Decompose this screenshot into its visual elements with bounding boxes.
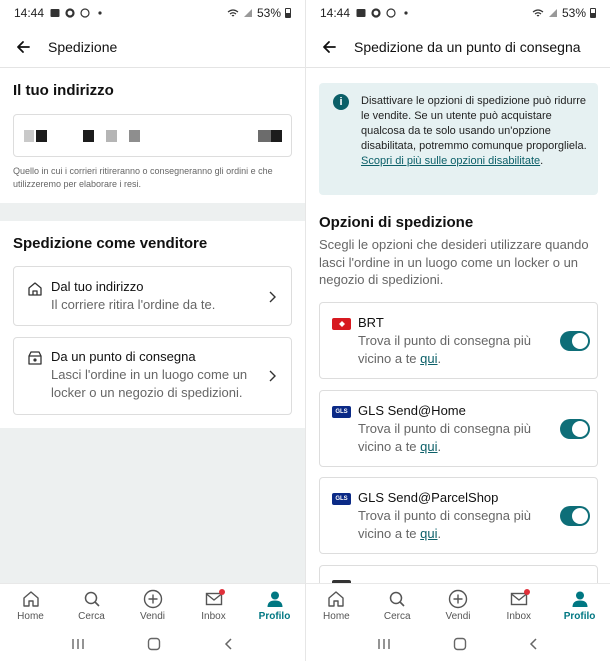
carrier-desc-block bbox=[358, 420, 558, 456]
status-time: 14:44 bbox=[14, 6, 45, 20]
battery-percent: 53% bbox=[561, 6, 586, 20]
page-title: Spedizione bbox=[48, 38, 118, 55]
dot-icon bbox=[401, 8, 411, 18]
nav-search[interactable] bbox=[61, 584, 122, 627]
carrier-toggle[interactable] bbox=[560, 331, 590, 351]
home-button-icon[interactable] bbox=[452, 636, 468, 652]
carrier-name: GLS Send@ParcelShop bbox=[358, 490, 499, 505]
carrier-desc-end: . bbox=[437, 526, 442, 541]
nav-label: Home bbox=[323, 611, 350, 622]
nav-label: Vendi bbox=[139, 611, 166, 622]
nav-label: Home bbox=[17, 611, 44, 622]
plus-circle-icon bbox=[448, 589, 468, 609]
seller-section-title: Spedizione come venditore bbox=[13, 235, 208, 252]
carrier-name: BRT bbox=[358, 315, 384, 330]
home-icon bbox=[27, 281, 43, 297]
whatsapp-icon bbox=[386, 8, 396, 18]
signal-icon bbox=[243, 8, 253, 18]
brt-logo-icon bbox=[332, 318, 351, 330]
redacted-block bbox=[271, 130, 282, 142]
info-icon: i bbox=[333, 94, 349, 110]
bottom-nav bbox=[306, 583, 610, 627]
notification-icons bbox=[356, 8, 411, 18]
carrier-desc: Trova il punto di consegna più vicino a te bbox=[358, 333, 531, 366]
gallery-icon bbox=[356, 8, 366, 18]
nav-inbox[interactable] bbox=[183, 584, 244, 627]
arrow-left-icon bbox=[15, 39, 31, 55]
carrier-desc: Trova il punto di consegna più vicino a te bbox=[358, 508, 531, 541]
address-hint: Quello in cui i corrieri ritireranno o consegneranno gli ordini e che utilizzeremo per elaborare i resi. bbox=[13, 166, 273, 189]
carrier-link[interactable]: qui bbox=[420, 526, 438, 541]
carrier-desc: Trova il punto di consegna più vicino a te bbox=[358, 421, 531, 454]
redacted-block bbox=[258, 130, 271, 142]
nav-sell[interactable] bbox=[428, 584, 489, 627]
gear-icon bbox=[65, 8, 75, 18]
carrier-link[interactable]: qui bbox=[420, 439, 438, 454]
address-field[interactable] bbox=[13, 114, 292, 157]
recents-icon[interactable] bbox=[70, 637, 86, 651]
screen-pickup-shipping bbox=[305, 0, 610, 661]
carrier-desc-end: . bbox=[437, 439, 442, 454]
info-text-block bbox=[361, 94, 587, 169]
option-subtitle: Lasci l'ordine in un luogo come un locker o un negozio di spedizioni. bbox=[51, 367, 248, 400]
nav-label: Cerca bbox=[383, 611, 411, 622]
bottom-nav bbox=[0, 583, 305, 627]
home-button-icon[interactable] bbox=[146, 636, 162, 652]
back-nav-icon[interactable] bbox=[223, 637, 235, 651]
nav-home[interactable] bbox=[306, 584, 367, 627]
system-nav bbox=[306, 627, 610, 661]
chevron-right-icon bbox=[267, 290, 277, 304]
toggle-knob bbox=[572, 508, 588, 524]
arrow-left-icon bbox=[321, 39, 337, 55]
carrier-toggle[interactable] bbox=[560, 506, 590, 526]
nav-label: Inbox bbox=[201, 611, 226, 622]
info-banner bbox=[319, 83, 598, 195]
chevron-right-icon bbox=[267, 369, 277, 383]
nav-label: Profilo bbox=[563, 611, 596, 622]
battery-percent: 53% bbox=[256, 6, 281, 20]
wifi-icon bbox=[227, 8, 239, 18]
status-bar bbox=[0, 0, 305, 26]
redacted-block bbox=[129, 130, 140, 142]
dot-icon bbox=[95, 8, 105, 18]
gear-icon bbox=[371, 8, 381, 18]
carrier-card-gls-parcelshop bbox=[319, 477, 598, 554]
page-title: Spedizione da un punto di consegna bbox=[354, 38, 581, 55]
carrier-card-gls-home bbox=[319, 390, 598, 467]
toggle-knob bbox=[572, 333, 588, 349]
option-from-address[interactable] bbox=[13, 266, 292, 326]
info-end: . bbox=[540, 155, 544, 167]
store-pin-icon bbox=[27, 350, 43, 366]
home-icon bbox=[327, 590, 345, 608]
back-button[interactable] bbox=[314, 32, 344, 62]
redacted-block bbox=[83, 130, 94, 142]
carrier-desc-block bbox=[358, 332, 558, 368]
nav-profile[interactable] bbox=[244, 584, 305, 627]
search-icon bbox=[388, 590, 406, 608]
address-section-title: Il tuo indirizzo bbox=[13, 82, 114, 99]
signal-icon bbox=[548, 8, 558, 18]
redacted-block bbox=[36, 130, 47, 142]
carrier-toggle[interactable] bbox=[560, 419, 590, 439]
nav-label: Profilo bbox=[258, 611, 291, 622]
empty-area bbox=[0, 428, 305, 583]
search-icon bbox=[83, 590, 101, 608]
nav-label: Vendi bbox=[445, 611, 471, 622]
nav-search[interactable] bbox=[367, 584, 428, 627]
gls-logo-icon: GLS bbox=[332, 493, 351, 505]
carrier-desc-end: . bbox=[437, 351, 442, 366]
person-icon bbox=[266, 590, 284, 608]
option-subtitle: Il corriere ritira l'ordine da te. bbox=[51, 297, 216, 312]
battery-icon bbox=[285, 8, 291, 18]
carrier-card-brt bbox=[319, 302, 598, 379]
status-time: 14:44 bbox=[320, 6, 351, 20]
carrier-link[interactable]: qui bbox=[420, 351, 438, 366]
redacted-block bbox=[24, 130, 34, 142]
home-icon bbox=[22, 590, 40, 608]
carrier-name: GLS Send@Home bbox=[358, 403, 466, 418]
option-title: Da un punto di consegna bbox=[51, 349, 196, 364]
learn-more-link[interactable]: Scopri di più sulle opzioni disabilitate bbox=[361, 155, 541, 167]
nav-label: Cerca bbox=[78, 611, 105, 622]
recents-icon[interactable] bbox=[376, 637, 392, 651]
whatsapp-icon bbox=[80, 8, 90, 18]
gls-logo-icon: GLS bbox=[332, 406, 351, 418]
info-text: Disattivare le opzioni di spedizione può ridurre le vendite. Se un utente può acquistare qualcosa da te solo usando un'opzione disabilitata, potremmo comunque proporgliela. bbox=[361, 95, 587, 152]
app-bar bbox=[306, 26, 610, 68]
option-title: Dal tuo indirizzo bbox=[51, 279, 144, 294]
back-nav-icon[interactable] bbox=[528, 637, 540, 651]
status-bar bbox=[306, 0, 610, 26]
redacted-block bbox=[106, 130, 117, 142]
battery-icon bbox=[590, 8, 596, 18]
notification-badge bbox=[524, 589, 530, 595]
nav-sell[interactable] bbox=[122, 584, 183, 627]
options-description: Scegli le opzioni che desideri utilizzare quando lasci l'ordine in un luogo come un locker o un negozio di spedizioni. bbox=[319, 237, 589, 287]
toggle-knob bbox=[572, 421, 588, 437]
app-bar bbox=[0, 26, 305, 68]
plus-circle-icon bbox=[143, 589, 163, 609]
wifi-icon bbox=[532, 8, 544, 18]
section-divider bbox=[0, 203, 305, 221]
notification-badge bbox=[219, 589, 225, 595]
nav-home[interactable] bbox=[0, 584, 61, 627]
system-nav bbox=[0, 627, 305, 661]
carrier-desc-block bbox=[358, 507, 558, 543]
person-icon bbox=[571, 590, 589, 608]
option-from-pickup-point[interactable] bbox=[13, 337, 292, 415]
options-title: Opzioni di spedizione bbox=[319, 214, 474, 231]
notification-icons bbox=[50, 8, 105, 18]
back-button[interactable] bbox=[8, 32, 38, 62]
gallery-icon bbox=[50, 8, 60, 18]
nav-label: Inbox bbox=[506, 611, 532, 622]
nav-profile[interactable] bbox=[549, 584, 610, 627]
nav-inbox[interactable] bbox=[488, 584, 549, 627]
